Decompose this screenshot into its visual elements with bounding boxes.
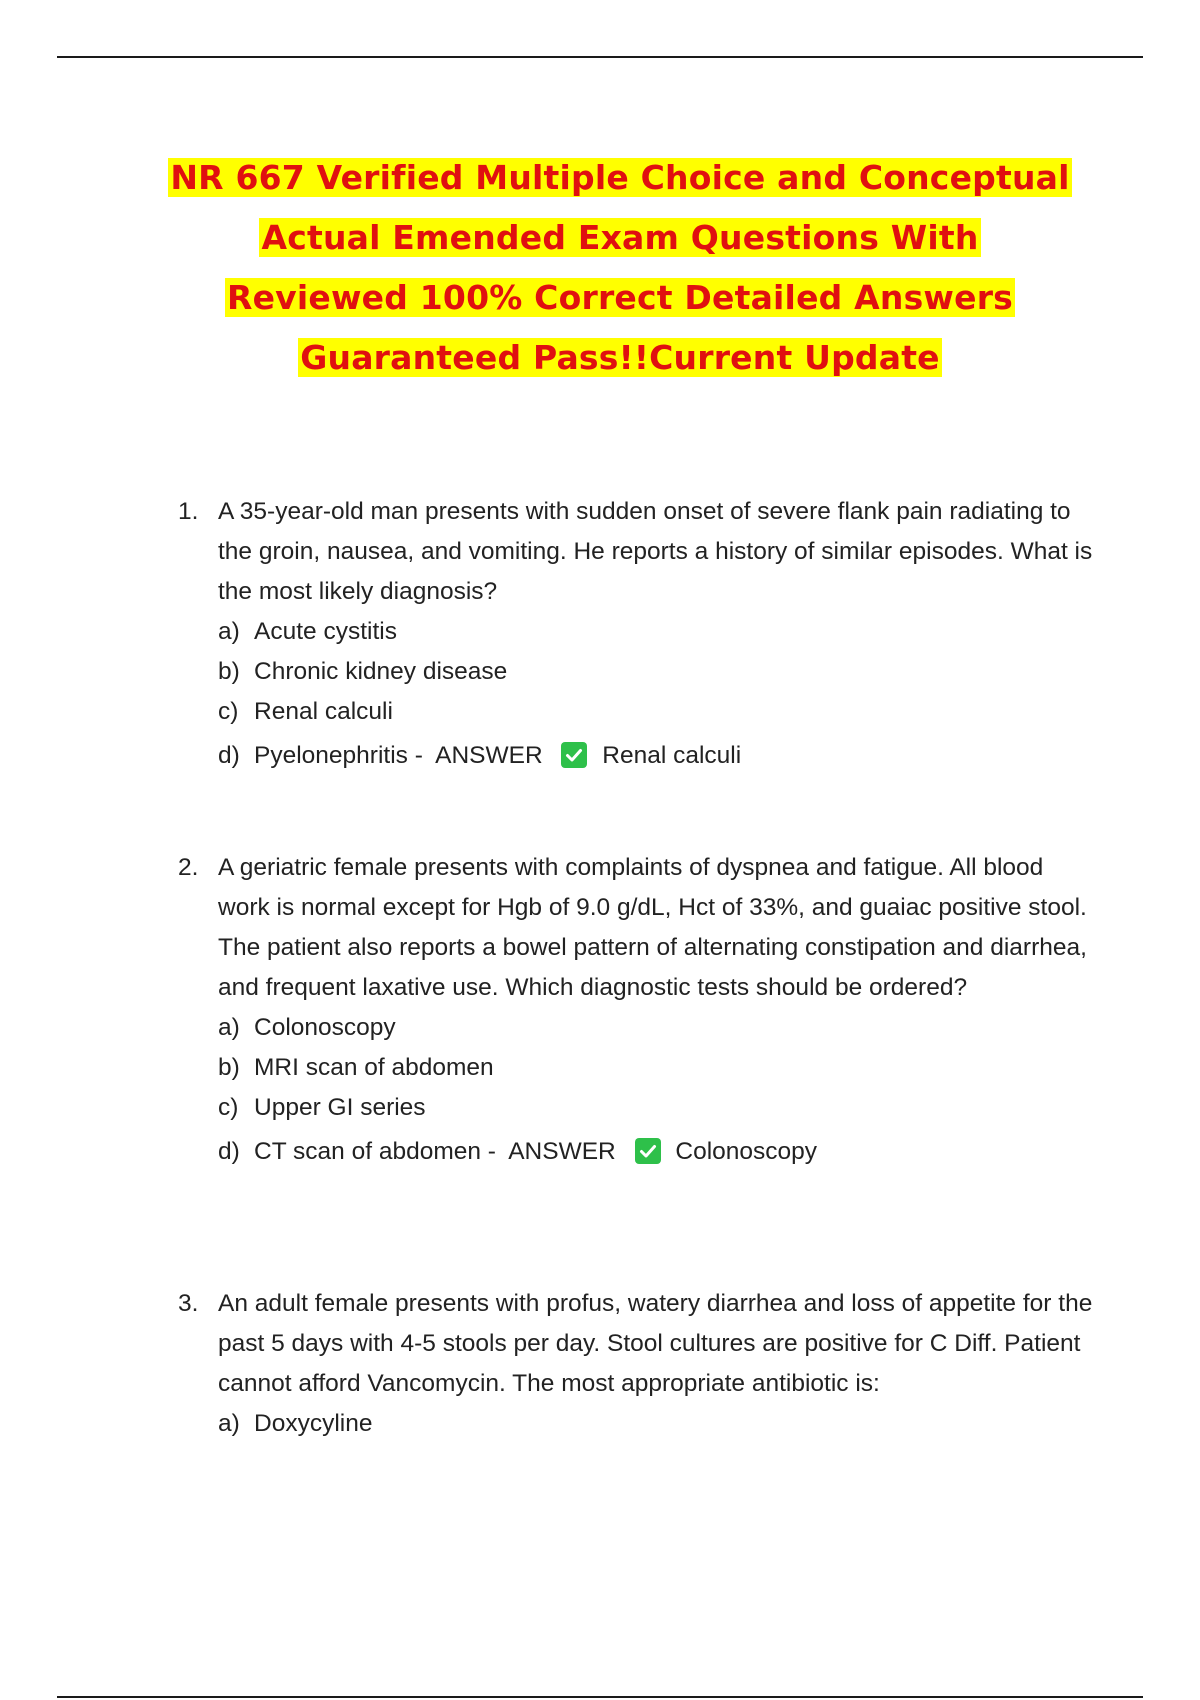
option-b <box>218 652 1098 692</box>
question-text: An adult female presents with profus, watery diarrhea and loss of appetite for the past 5 days with 4-5 stools per day. Stool cultures are positive for C Diff. Patient cannot afford Vancomycin. The most appropriate antibiotic is: <box>218 1290 1093 1397</box>
check-icon <box>561 742 587 768</box>
question-text: A 35-year-old man presents with sudden onset of severe flank pain radiating to the groin, nausea, and vomiting. He reports a history of similar episodes. What is the most likely diagnosis? <box>218 498 1093 605</box>
answer-text: Renal calculi <box>602 742 742 769</box>
option-text: Doxycyline <box>254 1410 373 1437</box>
option-letter: d) <box>218 742 240 769</box>
option-a <box>218 612 1098 652</box>
option-letter: c) <box>218 698 239 725</box>
option-text: Chronic kidney disease <box>254 658 508 685</box>
title-line-4: Guaranteed Pass!!Current Update <box>300 338 940 377</box>
answer-label: ANSWER <box>508 1138 616 1165</box>
question-text: A geriatric female presents with complaints of dyspnea and fatigue. All blood work is normal except for Hgb of 9.0 g/dL, Hct of 33%, and guaiac positive stool. The patient also reports a bowel pattern of alternating constipation and diarrhea, and frequent laxative use. Which diagnostic tests should be ordered? <box>218 854 1087 1001</box>
option-letter: a) <box>218 1014 240 1041</box>
option-b <box>218 1048 1098 1088</box>
option-letter: a) <box>218 618 240 645</box>
document-title <box>0 148 1200 388</box>
option-text: Upper GI series <box>254 1094 426 1121</box>
option-text: Acute cystitis <box>254 618 397 645</box>
option-letter: c) <box>218 1094 239 1121</box>
check-icon <box>635 1138 661 1164</box>
question-3 <box>178 1284 1098 1444</box>
option-d <box>218 1132 1098 1172</box>
option-letter: b) <box>218 658 240 685</box>
top-divider <box>57 56 1143 58</box>
option-letter: b) <box>218 1054 240 1081</box>
option-text: Colonoscopy <box>254 1014 396 1041</box>
title-line-3: Reviewed 100% Correct Detailed Answers <box>226 278 1014 317</box>
title-line-1: NR 667 Verified Multiple Choice and Conceptual <box>170 158 1070 197</box>
question-1 <box>178 492 1098 776</box>
option-c <box>218 1088 1098 1128</box>
option-a <box>218 1008 1098 1048</box>
question-number: 3. <box>178 1290 199 1317</box>
option-letter: a) <box>218 1410 240 1437</box>
option-text: Pyelonephritis - <box>254 742 423 769</box>
question-number: 1. <box>178 498 199 525</box>
option-c <box>218 692 1098 732</box>
bottom-divider <box>57 1696 1143 1698</box>
option-text: CT scan of abdomen - <box>254 1138 496 1165</box>
option-d <box>218 736 1098 776</box>
answer-text: Colonoscopy <box>675 1138 818 1165</box>
option-a <box>218 1404 1098 1444</box>
option-letter: d) <box>218 1138 240 1165</box>
answer-label: ANSWER <box>435 742 543 769</box>
option-text: Renal calculi <box>254 698 393 725</box>
title-line-2: Actual Emended Exam Questions With <box>261 218 979 257</box>
option-text: MRI scan of abdomen <box>254 1054 494 1081</box>
question-number: 2. <box>178 854 199 881</box>
question-2 <box>178 848 1098 1172</box>
